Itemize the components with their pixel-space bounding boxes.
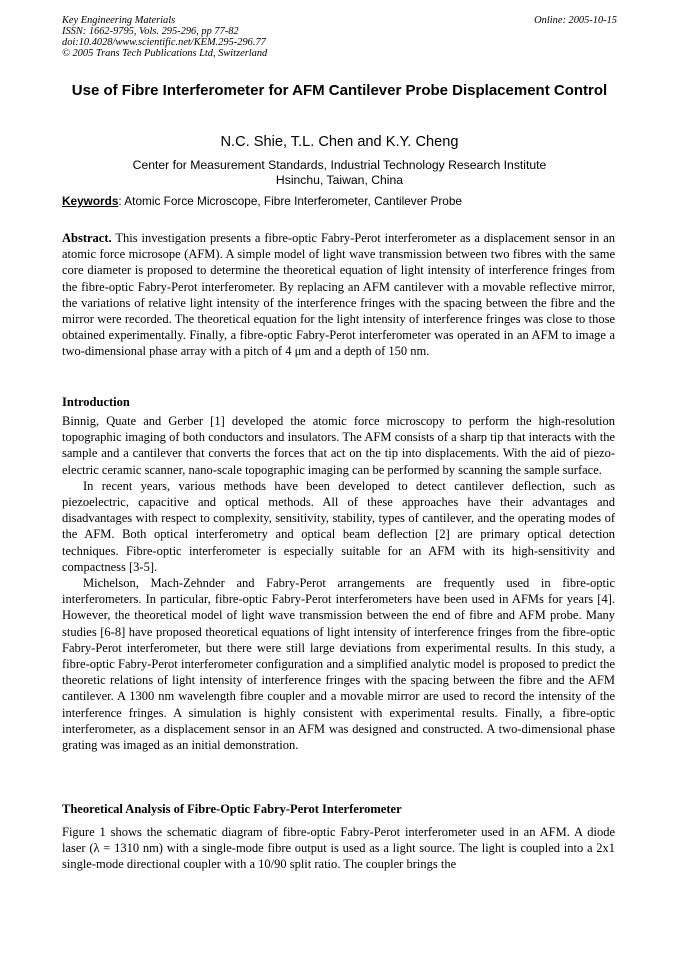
affiliation-location: Hsinchu, Taiwan, China — [275, 173, 404, 187]
colon-separator: : — [118, 194, 122, 208]
affiliation-line: Center for Measurement Standards, Industrial Technology Research Institute — [132, 158, 547, 172]
online-date: Online: 2005-10-15 — [534, 15, 617, 26]
theory-section — [62, 824, 615, 873]
running-header — [62, 15, 617, 59]
keywords-text: Atomic Force Microscope, Fibre Interferometer, Cantilever Probe — [121, 194, 462, 208]
paragraph: In recent years, various methods have been developed to detect cantilever deflection, such as piezoelectric, capacitive and optical methods. All of these approaches have their advantages and disadvantages with respect to complexity, sensitivity, stability, types of cantilever, and the operating modes of the AFM. Both optical interferometry and optical beam deflection [2] are primary optical detection techniques. Fibre-optic interferometer is especially suitable for an AFM with its high-sensitivity and compactness [3-5]. — [62, 478, 615, 574]
abstract-label: Abstract. — [62, 231, 112, 245]
affiliation — [62, 158, 617, 188]
introduction-section — [62, 413, 615, 753]
author-list: N.C. Shie, T.L. Chen and K.Y. Cheng — [220, 134, 459, 150]
keywords-line — [62, 194, 617, 208]
copyright-line: © 2005 Trans Tech Publications Ltd, Switzerland — [62, 48, 268, 59]
paragraph: Figure 1 shows the schematic diagram of fibre-optic Fabry-Perot interferometer used in an AFM. A diode laser (λ = 1310 nm) with a single-mode fibre output is used as a light source. The light is coupled into a 2x1 single-mode directional coupler with a 10/90 split ratio. The coupler brings the — [62, 825, 615, 872]
section-heading-introduction: Introduction — [62, 395, 130, 409]
abstract — [62, 230, 615, 360]
doi-line: doi:10.4028/www.scientific.net/KEM.295-296.77 — [62, 37, 266, 48]
abstract-text: This investigation presents a fibre-optic Fabry-Perot interferometer as a displacement sensor in an atomic force microsope (AFM). A simple model of light wave transmission between two fibres with the same core diameter is proposed to determine the theoretical equation of light intensity of interference fringes from the fibre-optic Fabry-Perot interferometer. By replacing an AFM cantilever with a movable reflective mirror, the variations of relative light intensity of the interference fringes with the spacing between the fibre and the mirror were recorded. The theoretical equation for the light intensity of interference fringes was close to those obtained experimentally. Finally, a fibre-optic Fabry-Perot interferometer was operated in an AFM to image a two-dimensional phase array with a pitch of 4 μm and a depth of 150 nm. — [62, 231, 615, 359]
paragraph: Binnig, Quate and Gerber [1] developed the atomic force microscopy to perform the high-resolution topographic imaging of both conductors and insulators. The AFM consists of a sharp tip that interacts with the sample and a cantilever that converts the forces that act on the tip into displacements. With the aid of piezo-electric ceramic scanner, nano-scale topographic imaging can be performed by scanning the sample surface. — [62, 414, 615, 477]
paragraph: Michelson, Mach-Zehnder and Fabry-Perot arrangements are frequently used in fibre-optic interferometers. In particular, fibre-optic Fabry-Perot interferometers have been used in AFMs for years [4]. However, the theoretical model of light wave transmission between the end of fibre and AFM probe. Many studies [6-8] have proposed theoretical equations of light intensity of interference fringes from the fibre-optic Fabry-Perot interferometer, but there were still large deviations from experimental results. In this study, a fibre-optic Fabry-Perot interferometer configuration and a simplified analytic model is proposed to predict the theoretic relations of light intensity of interference fringes with the spacing between the fibre and the AFM cantilever. A 1300 nm wavelength fibre coupler and a movable mirror are used to record the intensity of the interference fringes. A simulation is highly consistent with experimental results. Finally, a fibre-optic interferometer, as a displacement sensor in an AFM was designed and constructed. A two-dimensional phase grating was imaged as an initial demonstration. — [62, 576, 615, 753]
journal-name: Key Engineering Materials — [62, 15, 176, 26]
keywords-label: Keywords — [62, 194, 119, 208]
paper-title: Use of Fibre Interferometer for AFM Cantilever Probe Displacement Control — [71, 82, 608, 99]
section-heading-theory: Theoretical Analysis of Fibre-Optic Fabry-Perot Interferometer — [62, 802, 402, 816]
issn-line: ISSN: 1662-9795, Vols. 295-296, pp 77-82 — [62, 26, 239, 37]
